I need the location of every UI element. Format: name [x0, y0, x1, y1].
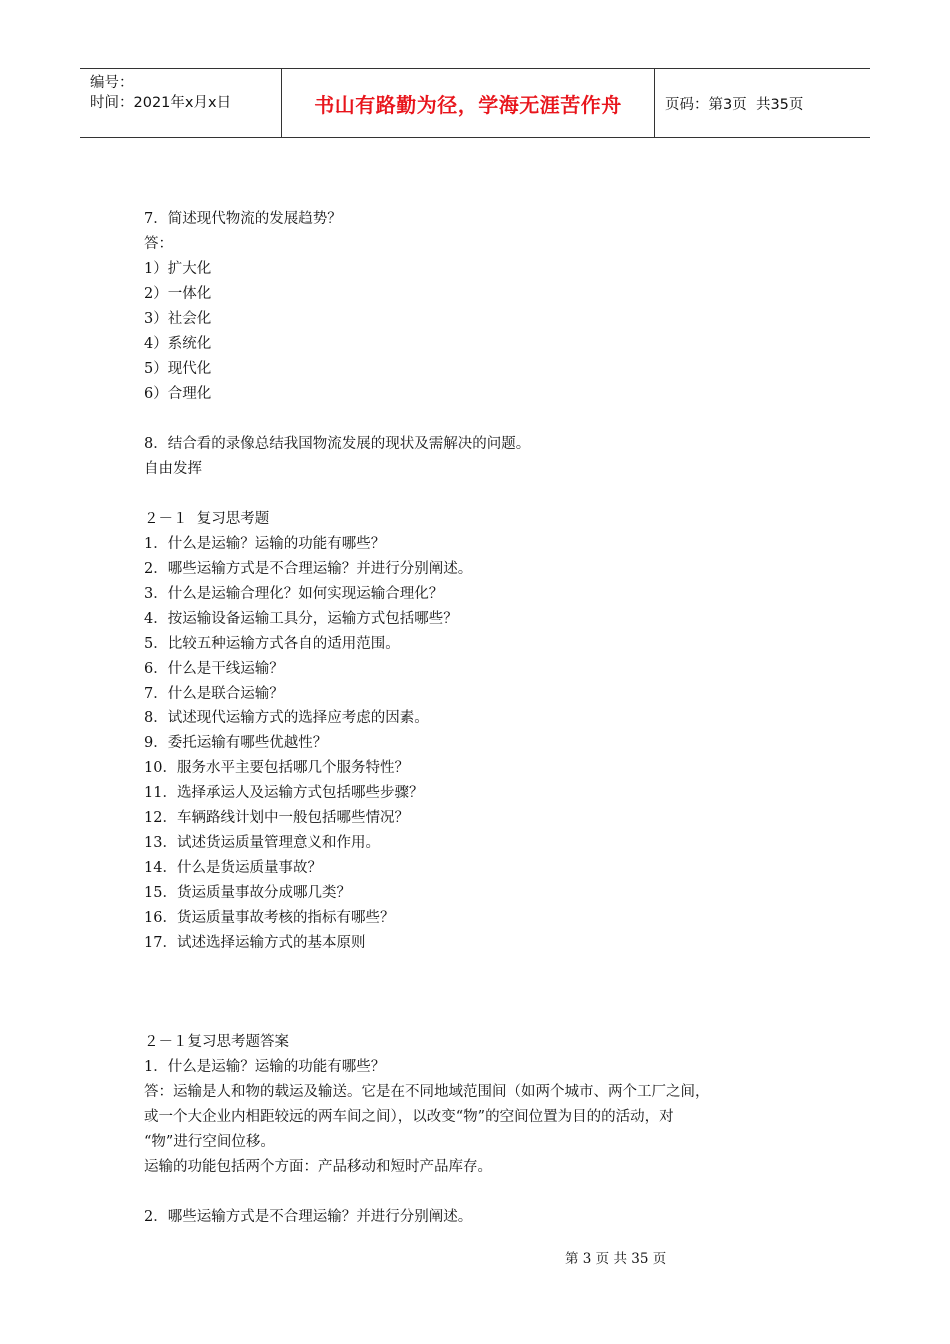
list-item: 2）一体化 [144, 286, 212, 302]
list-item: 1．什么是运输？运输的功能有哪些？ [144, 536, 386, 552]
list-item: 14．什么是货运质量事故？ [144, 860, 322, 876]
list-item: 1）扩大化 [144, 261, 212, 277]
list-item: 8．试述现代运输方式的选择应考虑的因素。 [144, 710, 429, 726]
page-header [80, 68, 870, 138]
list-item: 3）社会化 [144, 311, 212, 327]
list-item: 7．什么是联合运输？ [144, 686, 284, 702]
list-item: 9．委托运输有哪些优越性？ [144, 735, 328, 751]
list-item: 13．试述货运质量管理意义和作用。 [144, 835, 380, 851]
list-item: 15．货运质量事故分成哪几类？ [144, 885, 351, 901]
section-heading: ２－１复习思考题答案 [144, 1034, 289, 1050]
answer-text: 运输的功能包括两个方面：产品移动和短时产品库存。 [144, 1159, 492, 1175]
list-item: 4．按运输设备运输工具分，运输方式包括哪些？ [144, 611, 458, 627]
list-item: 2．哪些运输方式是不合理运输？并进行分别阐述。 [144, 561, 473, 577]
answer-text: 自由发挥 [144, 461, 202, 477]
section-heading: ２－１ 复习思考题 [144, 511, 270, 527]
document-number-label: 编号： [90, 75, 134, 91]
list-item: 11．选择承运人及运输方式包括哪些步骤？ [144, 785, 424, 801]
list-item: 4）系统化 [144, 336, 212, 352]
question-7-title: 7．简述现代物流的发展趋势？ [144, 211, 342, 227]
header-motto: 书山有路勤为径，学海无涯苦作舟 [282, 69, 655, 137]
question-title: 2．哪些运输方式是不合理运输？并进行分别阐述。 [144, 1209, 473, 1225]
question-8-title: 8．结合看的录像总结我国物流发展的现状及需解决的问题。 [144, 436, 531, 452]
list-item: 12．车辆路线计划中一般包括哪些情况？ [144, 810, 409, 826]
header-meta [80, 69, 282, 137]
list-item: 16．货运质量事故考核的指标有哪些？ [144, 910, 395, 926]
list-item: 6．什么是干线运输？ [144, 661, 284, 677]
header-page-info: 页码：第3页 共35页 [665, 96, 804, 113]
document-time-label: 时间：2021年x月x日 [90, 95, 232, 111]
question-title: 1．什么是运输？运输的功能有哪些？ [144, 1059, 386, 1075]
page-footer: 第 3 页 共 35 页 [565, 1251, 667, 1267]
list-item: 3．什么是运输合理化？如何实现运输合理化？ [144, 586, 444, 602]
list-item: 5）现代化 [144, 361, 212, 377]
answer-text: 答：运输是人和物的载运及输送。它是在不同地域范围间（如两个城市、两个工厂之间， [144, 1084, 710, 1100]
list-item: 5．比较五种运输方式各自的适用范围。 [144, 636, 400, 652]
list-item: 10．服务水平主要包括哪几个服务特性？ [144, 760, 409, 776]
answer-label: 答： [144, 236, 173, 252]
list-item: 17．试述选择运输方式的基本原则 [144, 935, 366, 951]
answer-text: “物”进行空间位移。 [144, 1134, 275, 1150]
list-item: 6）合理化 [144, 386, 212, 402]
answer-text: 或一个大企业内相距较远的两车间之间），以改变“物”的空间位置为目的的活动，对 [144, 1109, 674, 1125]
